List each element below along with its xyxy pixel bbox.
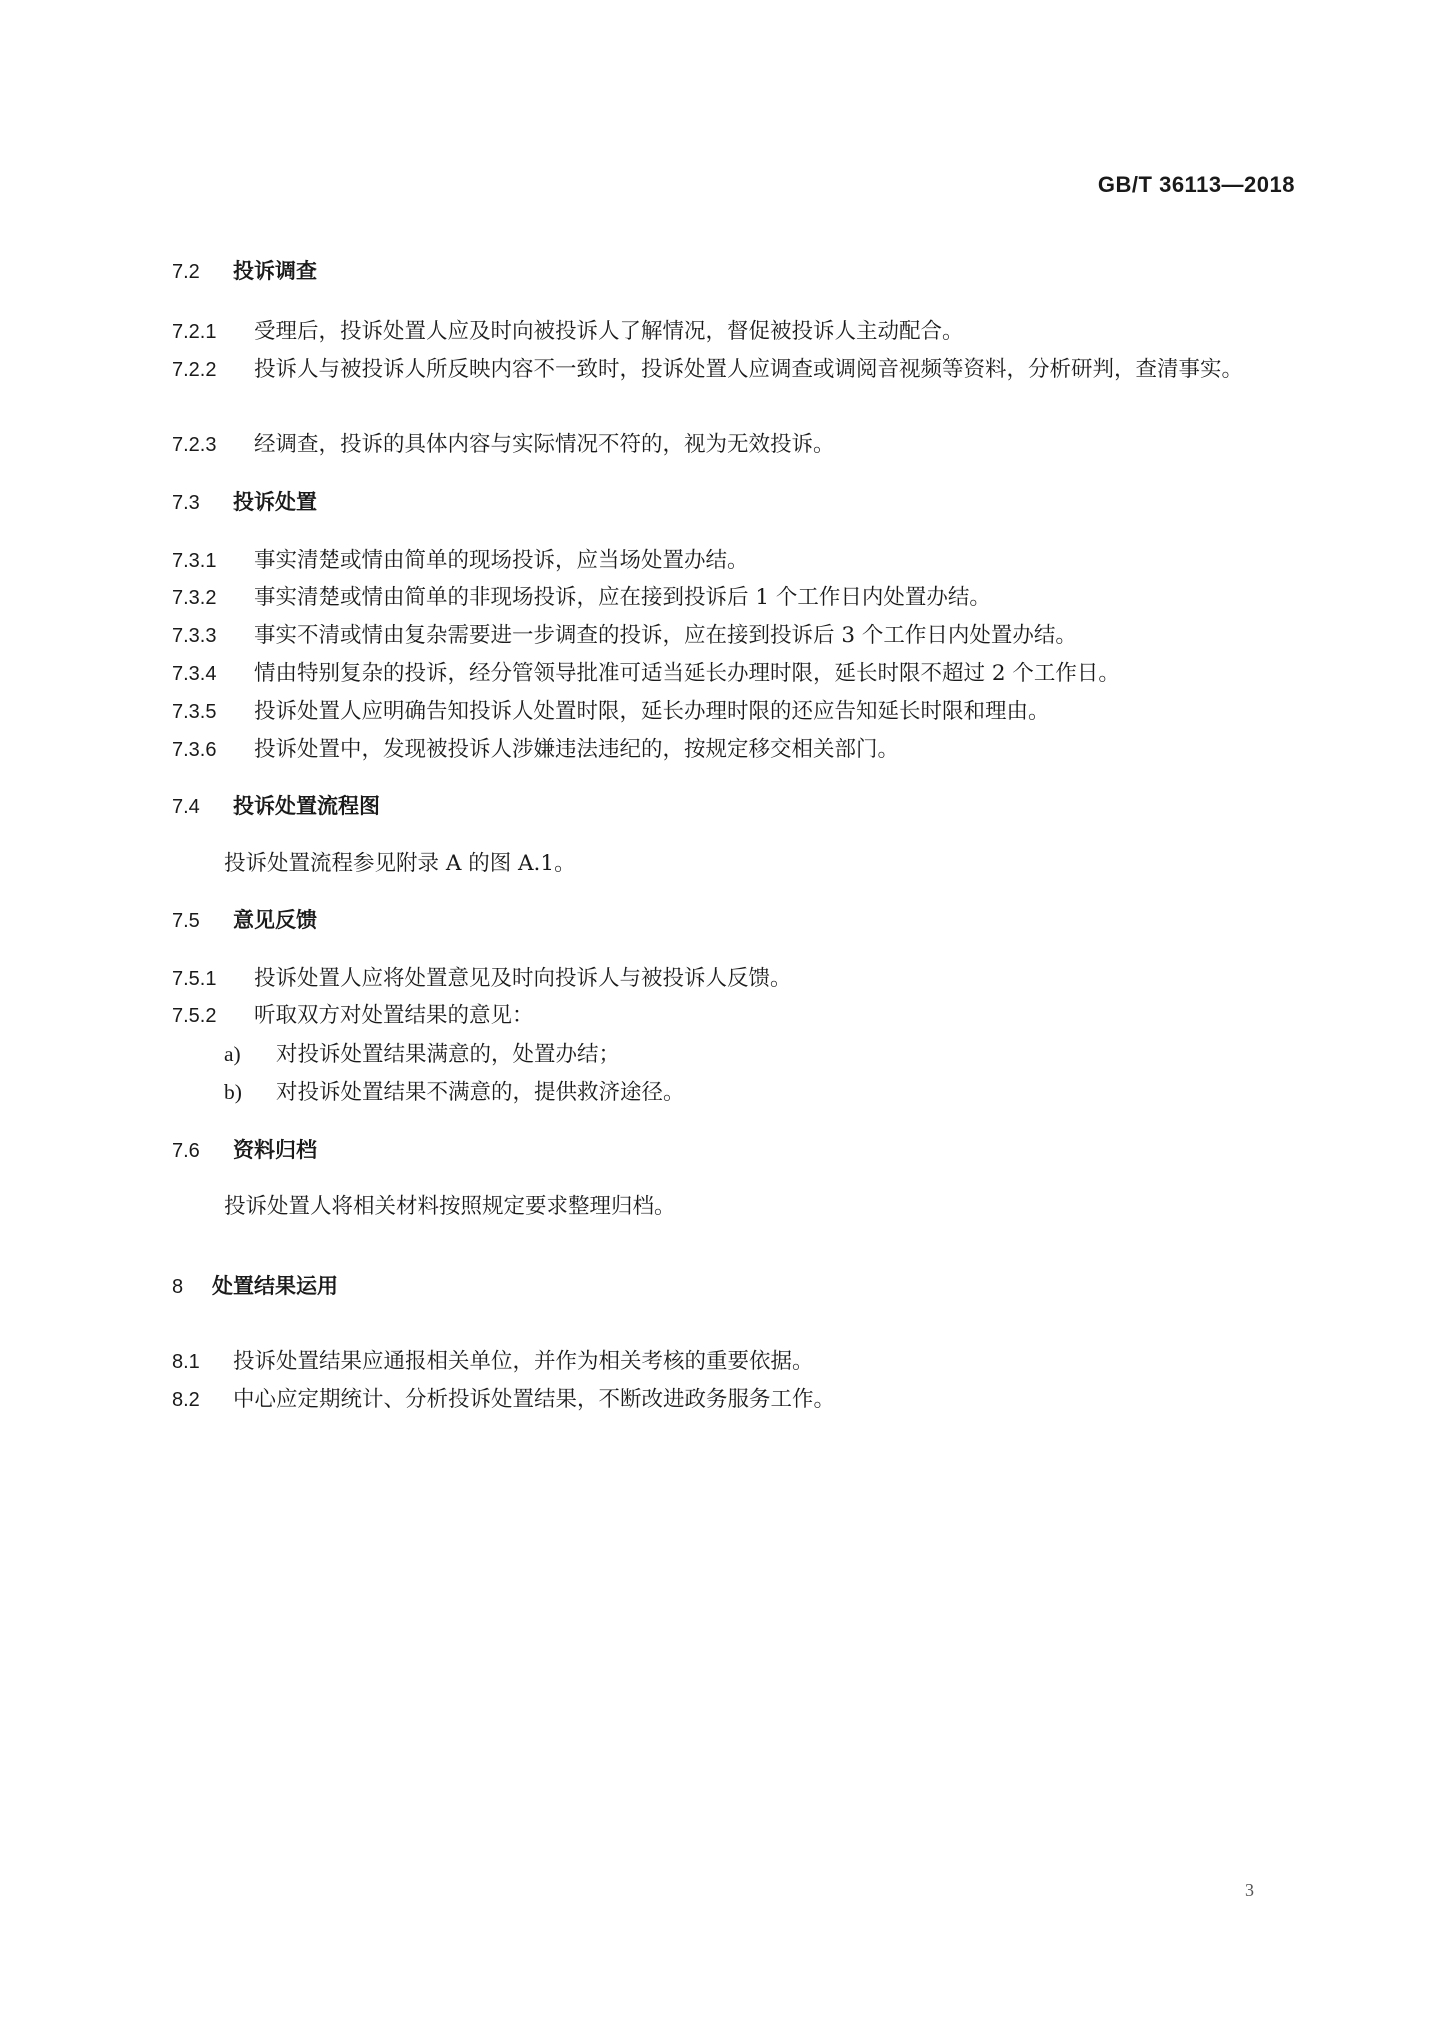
clause-number: 7.3.1 [172,550,217,572]
page-number: 3 [1245,1880,1254,1900]
section-number: 7.4 [172,796,200,818]
clause-7-3-6 [172,736,899,764]
clause-number: 7.2.1 [172,321,217,343]
paragraph-7-6: 投诉处置人将相关材料按照规定要求整理归档。 [224,1194,676,1219]
clause-7-5-2 [172,1002,534,1030]
section-heading-7-2 [172,257,317,286]
clause-7-3-1 [172,547,749,575]
clause-number: 7.2.3 [172,434,217,456]
section-title: 资料归档 [233,1138,317,1162]
section-title: 意见反馈 [233,908,317,932]
section-heading-7-4 [172,792,380,821]
section-title: 投诉处置流程图 [233,794,380,818]
clause-number: 7.3.4 [172,663,217,685]
clause-text: 受理后，投诉处置人应及时向被投诉人了解情况，督促被投诉人主动配合。 [254,319,964,344]
chapter-heading-8 [172,1272,338,1301]
clause-8-2 [172,1386,835,1414]
clause-text: 投诉处置中，发现被投诉人涉嫌违法违纪的，按规定移交相关部门。 [254,737,900,762]
clause-number: 7.2.2 [172,359,217,381]
clause-text: 经调查，投诉的具体内容与实际情况不符的，视为无效投诉。 [254,432,835,457]
section-title: 投诉调查 [233,259,317,283]
std-code-header: GB/T 36113—2018 [1097,172,1295,197]
section-heading-7-6 [172,1136,317,1165]
clause-text: 听取双方对处置结果的意见： [254,1003,534,1028]
clause-number: 7.3.5 [172,701,217,723]
chapter-number: 8 [172,1276,184,1298]
chapter-title: 处置结果运用 [212,1274,338,1298]
clause-number: 7.5.2 [172,1005,217,1027]
clause-text: 投诉处置人应明确告知投诉人处置时限，延长办理时限的还应告知延长时限和理由。 [254,699,1050,724]
paragraph-7-4: 投诉处置流程参见附录 A 的图 A.1。 [224,851,576,876]
clause-text: 投诉人与被投诉人所反映内容不一致时，投诉处置人应调查或调阅音视频等资料，分析研判，查清事实。 [254,357,1244,382]
section-heading-7-3 [172,488,317,517]
list-marker: b) [224,1080,242,1104]
list-text: 对投诉处置结果满意的，处置办结； [276,1042,621,1067]
clause-7-3-4 [172,660,1120,688]
section-number: 7.6 [172,1140,200,1162]
clause-8-1 [172,1348,814,1376]
clause-number: 7.3.3 [172,625,217,647]
list-marker: a) [224,1042,241,1066]
clause-text: 事实不清或情由复杂需要进一步调查的投诉，应在接到投诉后 3 个工作日内处置办结。 [254,623,1077,648]
clause-7-3-3 [172,622,1077,650]
section-number: 7.2 [172,261,200,283]
clause-7-3-2 [172,584,991,612]
list-text: 对投诉处置结果不满意的，提供救济途径。 [276,1080,685,1105]
clause-7-2-3 [172,431,835,459]
section-title: 投诉处置 [233,490,317,514]
clause-text: 事实清楚或情由简单的现场投诉，应当场处置办结。 [254,548,749,573]
clause-number: 7.3.6 [172,739,217,761]
list-item-a [224,1040,620,1069]
clause-number: 7.3.2 [172,587,217,609]
section-number: 7.5 [172,910,200,932]
clause-text: 中心应定期统计、分析投诉处置结果，不断改进政务服务工作。 [233,1387,836,1412]
list-item-b [224,1078,685,1107]
clause-number: 8.1 [172,1351,200,1373]
section-heading-7-5 [172,906,317,935]
clause-text: 投诉处置结果应通报相关单位，并作为相关考核的重要依据。 [233,1349,814,1374]
clause-7-2-2 [172,356,1297,384]
section-number: 7.3 [172,492,200,514]
clause-number: 7.5.1 [172,968,217,990]
clause-text: 情由特别复杂的投诉，经分管领导批准可适当延长办理时限，延长时限不超过 2 个工作日。 [254,661,1120,686]
clause-7-5-1 [172,965,792,993]
clause-7-3-5 [172,698,1050,726]
clause-7-2-1 [172,318,964,346]
clause-number: 8.2 [172,1389,200,1411]
clause-text: 事实清楚或情由简单的非现场投诉，应在接到投诉后 1 个工作日内处置办结。 [254,585,991,610]
clause-text: 投诉处置人应将处置意见及时向投诉人与被投诉人反馈。 [254,966,792,991]
